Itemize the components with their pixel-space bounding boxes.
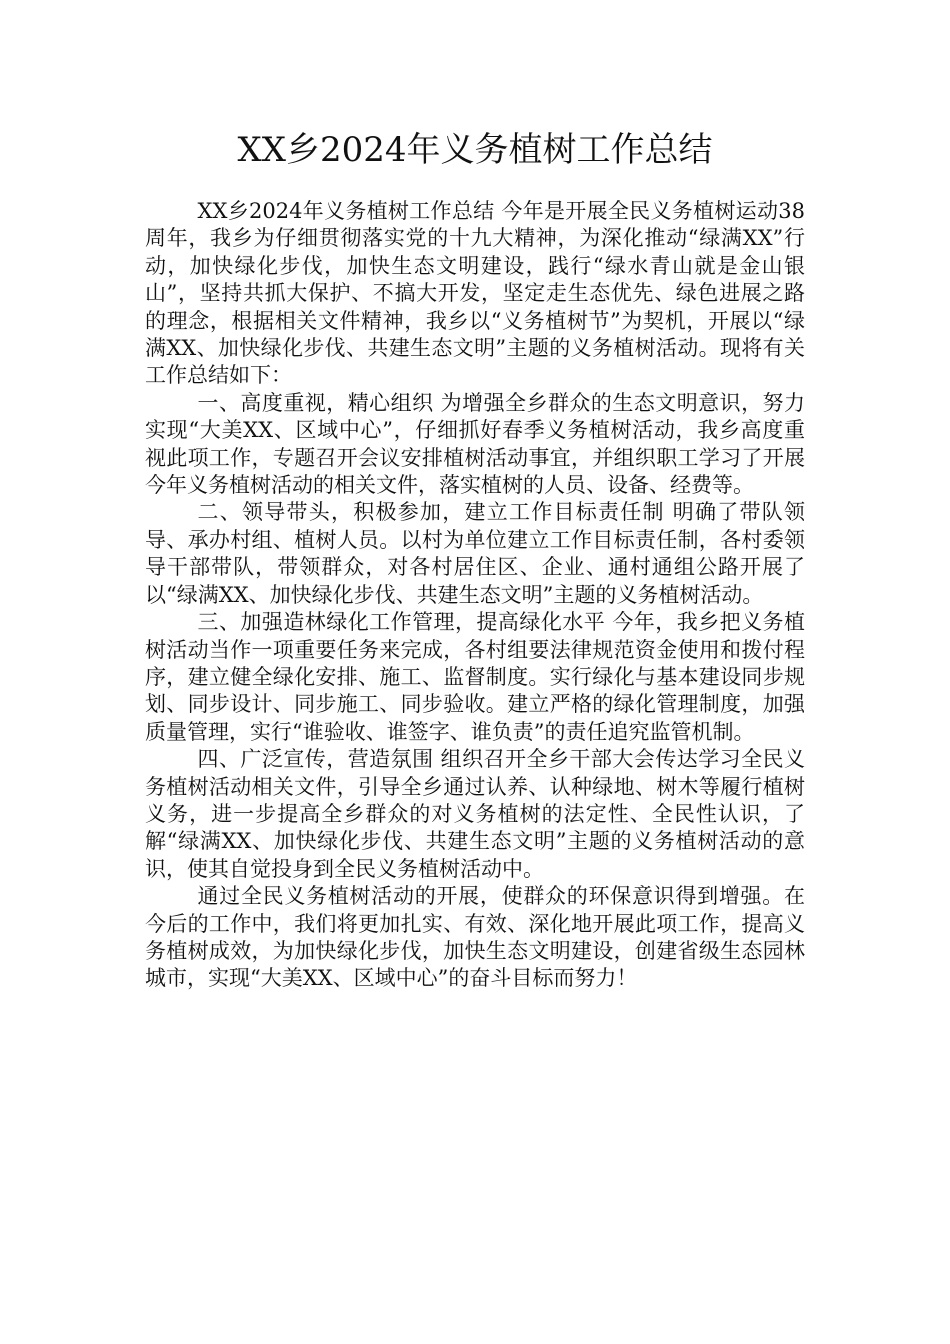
paragraph-intro: XX乡2024年义务植树工作总结 今年是开展全民义务植树运动38周年，我乡为仔细贯彻落实党的十九大精神，为深化推动“绿满XX”行动，加快绿化步伐，加快生态文明建设，践行“绿水青山就是金山银山”，坚持共抓大保护、不搞大开发，坚定走生态优先、绿色进展之路的理念，根据相关文件精神，我乡以“义务植树节”为契机，开展以“绿满XX、加快绿化步伐、共建生态文明”主题的义务植树活动。现将有关工作总结如下： xyxy=(145,199,805,388)
paragraph-section-1: 一、高度重视，精心组织 为增强全乡群众的生态文明意识，努力实现“大美XX、区域中心”，仔细抓好春季义务植树活动，我乡高度重视此项工作，专题召开会议安排植树活动事宜，并组织职工学习了开展今年义务植树活动的相关文件，落实植树的人员、设备、经费等。 xyxy=(145,390,805,498)
paragraph-section-4: 四、广泛宣传，营造氛围 组织召开全乡干部大会传达学习全民义务植树活动相关文件，引导全乡通过认养、认种绿地、树木等履行植树义务，进一步提高全乡群众的对义务植树的法定性、全民性认识，了解“绿满XX、加快绿化步伐、共建生态文明”主题的义务植树活动的意识，使其自觉投身到全民义务植树活动中。 xyxy=(145,747,805,881)
paragraph-section-2: 二、领导带头，积极参加，建立工作目标责任制 明确了带队领导、承办村组、植树人员。以村为单位建立工作目标责任制，各村委领导干部带队，带领群众，对各村居住区、企业、通村通组公路开展了以“绿满XX、加快绿化步伐、共建生态文明”主题的义务植树活动。 xyxy=(145,500,805,607)
document-body xyxy=(145,198,805,993)
document-title: XX乡2024年义务植树工作总结 xyxy=(237,130,713,170)
paragraph-conclusion: 通过全民义务植树活动的开展，使群众的环保意识得到增强。在今后的工作中，我们将更加扎实、有效、深化地开展此项工作，提高义务植树成效，为加快绿化步伐，加快生态文明建设，创建省级生态园林城市，实现“大美XX、区域中心”的奋斗目标而努力！ xyxy=(145,884,805,991)
paragraph-section-3: 三、加强造林绿化工作管理，提高绿化水平 今年，我乡把义务植树活动当作一项重要任务来完成，各村组要法律规范资金使用和拨付程序，建立健全绿化安排、施工、监督制度。实行绿化与基本建设同步规划、同步设计、同步施工、同步验收。建立严格的绿化管理制度，加强质量管理，实行“谁验收、谁签字、谁负责”的责任追究监管机制。 xyxy=(145,610,805,744)
